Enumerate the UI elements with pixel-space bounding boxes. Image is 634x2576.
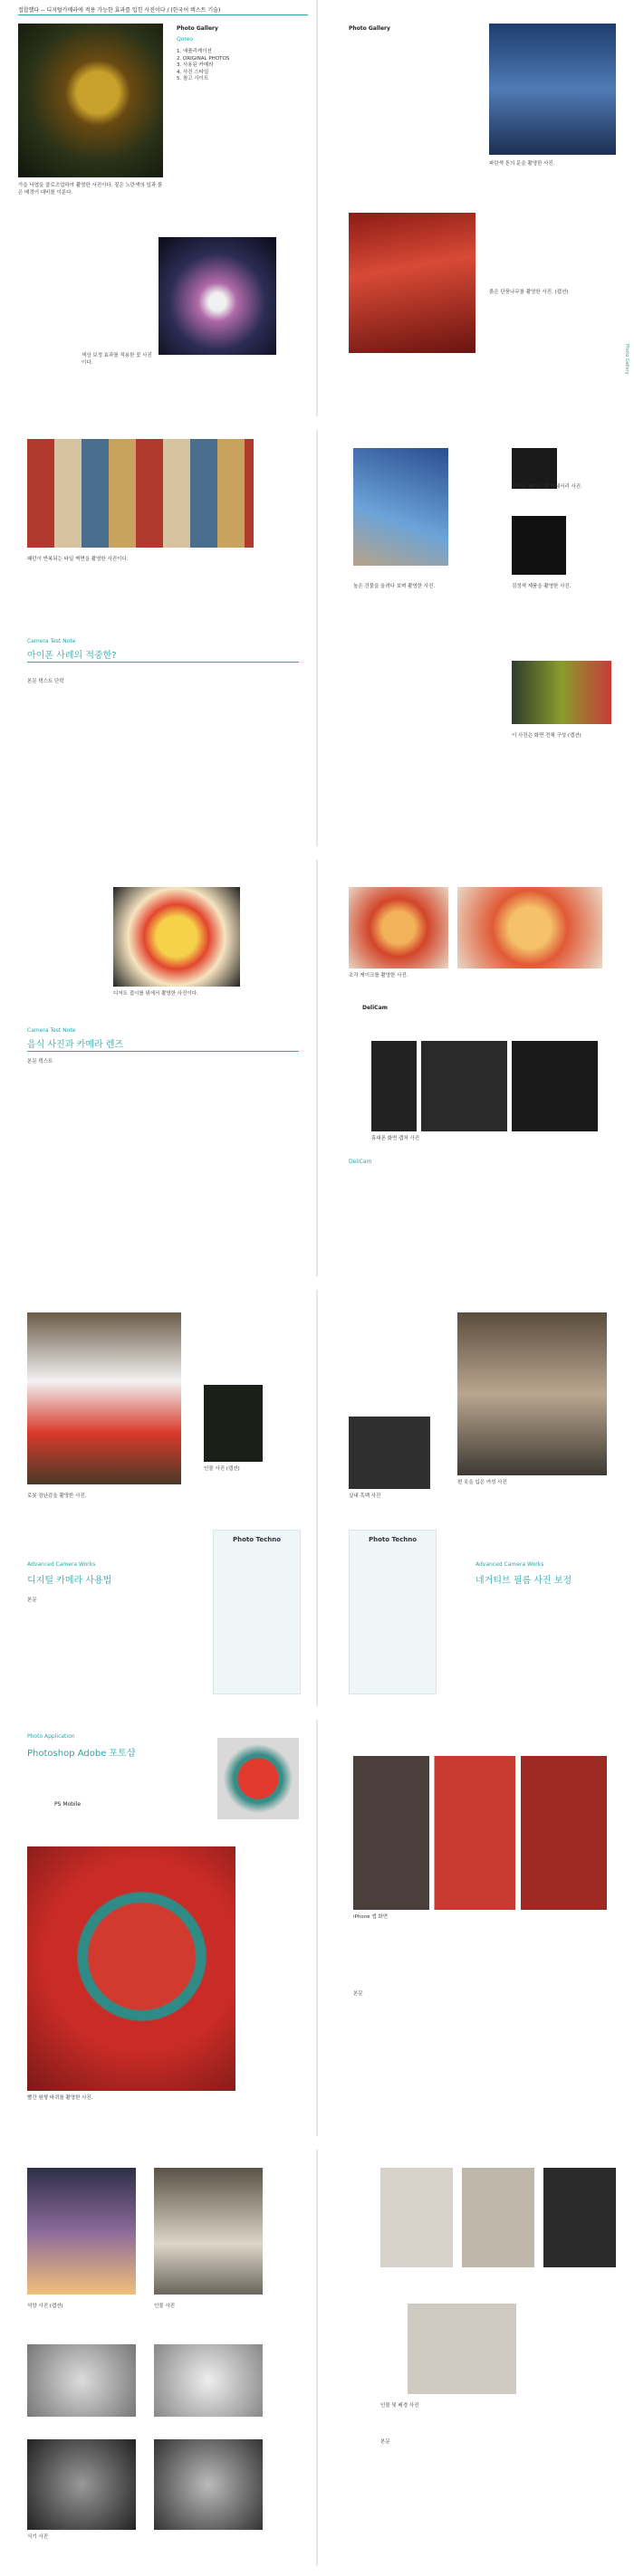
body-text: 본문 [353,1991,363,1997]
leaf-photo [18,24,163,177]
right-photo-1 [380,2168,453,2267]
caption-phones: 휴대폰 화면 캡처 사진 [371,1136,420,1141]
caption-right: 조각 케이크를 촬영한 사진. [349,973,408,978]
room-photo [349,1417,430,1489]
cake-photo [113,887,240,987]
caption-black1: 아이폰 케이스 및 악세서리 사진. [512,484,582,490]
section-title: 음식 사진과 카메라 렌즈 [27,1040,124,1050]
gutter [316,860,318,1276]
caption-right-top: iPhone 앱 화면 [353,1914,389,1920]
door-photo [489,24,616,155]
list-item: 4. 사진 스타일 [177,69,209,75]
caption-black2: 검정색 제품을 촬영한 사진. [512,584,572,589]
pots-photo-1 [27,2344,136,2417]
list-item: 1. 애플리케이션 [177,49,212,54]
black-product-1 [512,448,557,489]
right-photo-3 [543,2168,616,2267]
quilt-photo [27,439,254,548]
sunset-photo [27,2168,136,2295]
caption-door: 파란색 톤의 문을 촬영한 사진. [489,161,555,167]
section-title: Photoshop Adobe 포토샵 [27,1749,136,1759]
caption-left1: 석양 사진 (캡션) [27,2304,63,2309]
spread-2 [0,430,634,846]
tower-photo [353,448,448,566]
header-rule [18,14,308,15]
photo-techno-box-left [213,1530,301,1694]
woman-photo [457,1312,607,1475]
section-label: Camera Test Note [27,1027,76,1034]
list-item: 5. 참고 사이트 [177,76,209,82]
pots-photo-2 [154,2344,263,2417]
caption-woman: 흰 옷을 입은 여성 사진 [457,1480,507,1485]
section-label: Camera Test Note [27,638,76,644]
gutter [316,1290,318,1706]
body-text: 본문 [380,2439,390,2445]
section-label-right: Advanced Camera Works [476,1561,544,1568]
right-photo-4 [408,2304,516,2394]
body-intro: DeliCam [349,1159,372,1165]
app-screens [353,1756,607,1910]
wheel-photo-small [217,1738,299,1819]
caption-tree: 붉은 단풍나무를 촬영한 사진. (캡션) [489,290,569,295]
caption-tower: 높은 건물을 올려다 보며 촬영한 사진. [353,584,436,589]
spread-6 [0,2150,634,2566]
side-tab: Photo Gallery [624,344,629,375]
gutter [316,0,318,416]
flowers-photo [158,237,276,355]
header-right: Photo Gallery [349,25,390,32]
body-text: 본문 텍스트 단락 [27,679,64,684]
section-title: 아이폰 사례의 적중한? [27,651,117,661]
caption-cake: 디저트 접시를 위에서 촬영한 사진이다. [113,991,198,997]
caption-robot: 로봇 장난감을 촬영한 사진. [27,1493,87,1499]
robot-photo [27,1312,181,1484]
title-rule [27,662,299,663]
black-product-2 [512,516,566,575]
dessert-right2 [457,887,602,968]
caption-flowers: 색상 보정 효과를 적용한 꽃 사진이다. [82,353,152,366]
app-name: DeliCam [362,1005,388,1011]
pots-photo-3 [27,2439,136,2530]
box-title: Photo Techno [368,1536,418,1543]
tree-photo [349,213,476,353]
section-title-right: 네거티브 필름 사진 보정 [476,1576,572,1586]
app-name: PS Mobile [54,1801,82,1808]
right-photo-2 [462,2168,534,2267]
caption-person: 인물 사진 (캡션) [204,1466,240,1472]
spread-3 [0,860,634,1276]
section-title-left: 디지털 카메라 사용법 [27,1576,112,1586]
list-item: 2. ORIGINAL PHOTOS [177,55,230,62]
gutter [316,2150,318,2566]
gallery-list [177,49,303,83]
shelf-photo [512,661,611,724]
spread-4 [0,1290,634,1706]
header-left: 접합했다 -- 디지털카메라에 적용 가능한 효과를 입힌 사진이다 / (한국어 텍스트 기술) [18,7,221,14]
caption-tower2: 이 사진은 화면 전체 구성 (캡션) [512,733,581,739]
list-item: 3. 사용된 카메라 [177,62,214,69]
box-title: Photo Techno [232,1536,282,1543]
pots-photo-4 [154,2439,263,2530]
gutter [316,430,318,846]
body-text: 본문 텍스트 [27,1059,53,1064]
caption-quilt: 패턴이 반복되는 타일 벽면을 촬영한 사진이다. [27,557,129,562]
people-photo [154,2168,263,2295]
spread-1 [0,0,634,416]
phone-screens [371,1041,598,1131]
gallery-title: Photo Gallery [177,25,218,32]
caption-room: 실내 흑백 사진 [349,1493,381,1499]
wheel-photo-large [27,1846,235,2091]
caption-wheel: 빨간 원형 바퀴를 촬영한 사진. [27,2095,93,2101]
photo-techno-box-right [349,1530,437,1694]
gutter [316,1720,318,2136]
body-text: 본문 [27,1598,37,1603]
title-rule [27,1051,299,1052]
section-label: Photo Application [27,1733,75,1740]
section-label-left: Advanced Camera Works [27,1561,96,1568]
caption-pots: 식기 사진 [27,2534,49,2540]
spread-5 [0,1720,634,2136]
caption-leaf: 가을 낙엽을 클로즈업하여 촬영한 사진이다. 짙은 노란색의 잎과 붉은 배경이 대비를 이룬다. [18,183,163,196]
caption-right: 인물 및 배경 사진 [380,2403,419,2409]
dessert-right [349,887,448,968]
person-photo [204,1385,263,1462]
caption-left2: 인물 사진 [154,2304,176,2309]
gallery-sub: Qoreo [177,36,194,43]
